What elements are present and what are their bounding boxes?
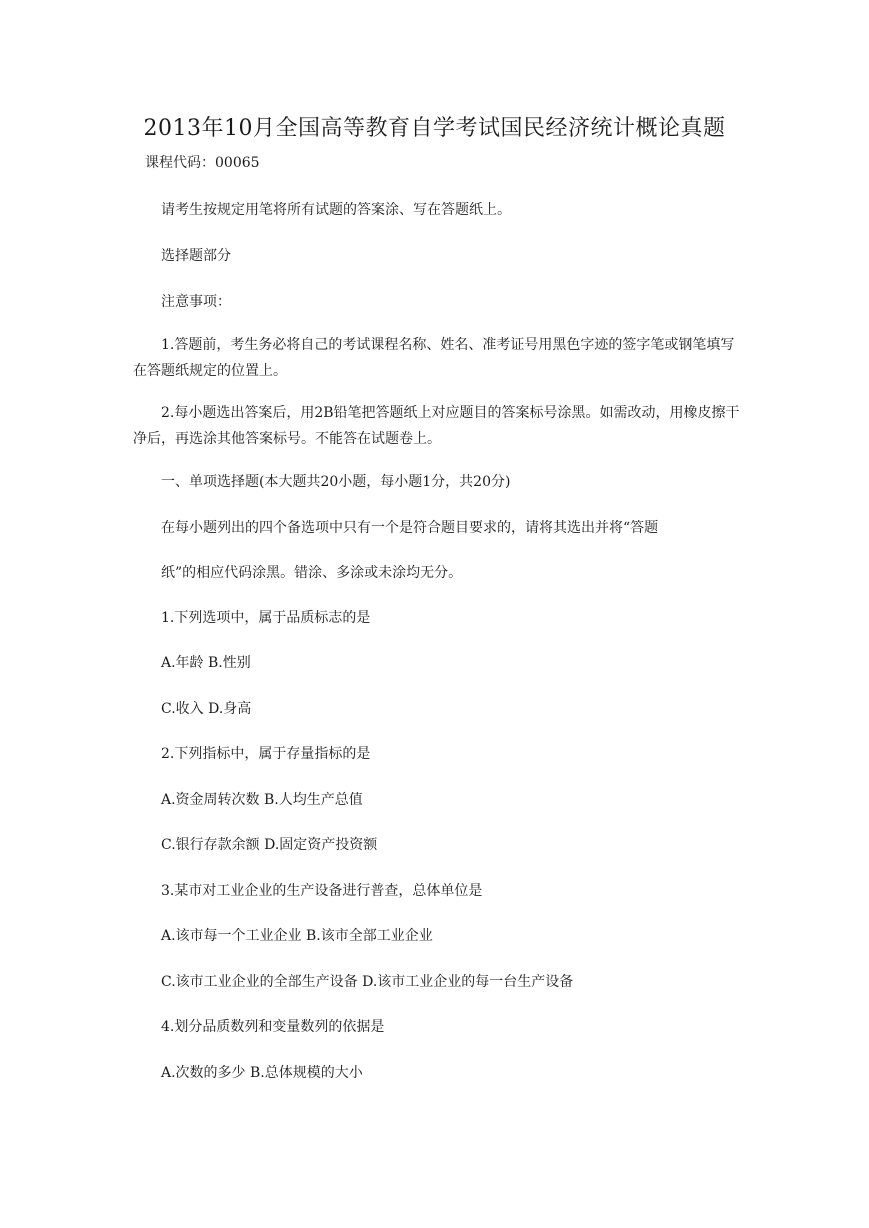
part-one-description: 在每小题列出的四个备选项中只有一个是符合题目要求的，请将其选出并将“答题 [161,520,659,536]
question-1-options-cd: C.收入 D.身高 [161,701,252,717]
question-3-options-cd: C.该市工业企业的全部生产设备 D.该市工业企业的每一台生产设备 [161,974,574,990]
notes-heading: 注意事项： [161,294,231,310]
question-4-stem: 4.划分品质数列和变量数列的依据是 [161,1019,385,1035]
answer-instructions: 请考生按规定用笔将所有试题的答案涂、写在答题纸上。 [161,202,511,218]
part-one-heading: 一、单项选择题(本大题共20小题，每小题1分，共20分) [161,474,511,490]
course-code: 课程代码：00065 [145,155,260,171]
part-one-description-continued: 纸”的相应代码涂黑。错涂、多涂或未涂均无分。 [161,565,463,581]
section-choice-heading: 选择题部分 [161,248,231,264]
question-2-options-ab: A.资金周转次数 B.人均生产总值 [161,792,363,808]
question-2-stem: 2.下列指标中，属于存量指标的是 [161,746,371,762]
note-item-1: 1.答题前，考生务必将自己的考试课程名称、姓名、准考证号用黑色字迹的签字笔或钢笔填写在答题纸规定的位置上。 [133,337,735,379]
document-title: 2013年10月全国高等教育自学考试国民经济统计概论真题 [143,116,726,141]
note-item-2: 2.每小题选出答案后，用2B铅笔把答题纸上对应题目的答案标号涂黑。如需改动，用橡皮擦干净后，再选涂其他答案标号。不能答在试题卷上。 [133,405,740,447]
question-3-stem: 3.某市对工业企业的生产设备进行普查，总体单位是 [161,883,483,899]
question-4-options-ab: A.次数的多少 B.总体规模的大小 [161,1065,363,1081]
question-2-options-cd: C.银行存款余额 D.固定资产投资额 [161,837,378,853]
question-3-options-ab: A.该市每一个工业企业 B.该市全部工业企业 [161,928,433,944]
question-1-options-ab: A.年龄 B.性别 [161,655,251,671]
question-1-stem: 1.下列选项中，属于品质标志的是 [161,610,371,626]
